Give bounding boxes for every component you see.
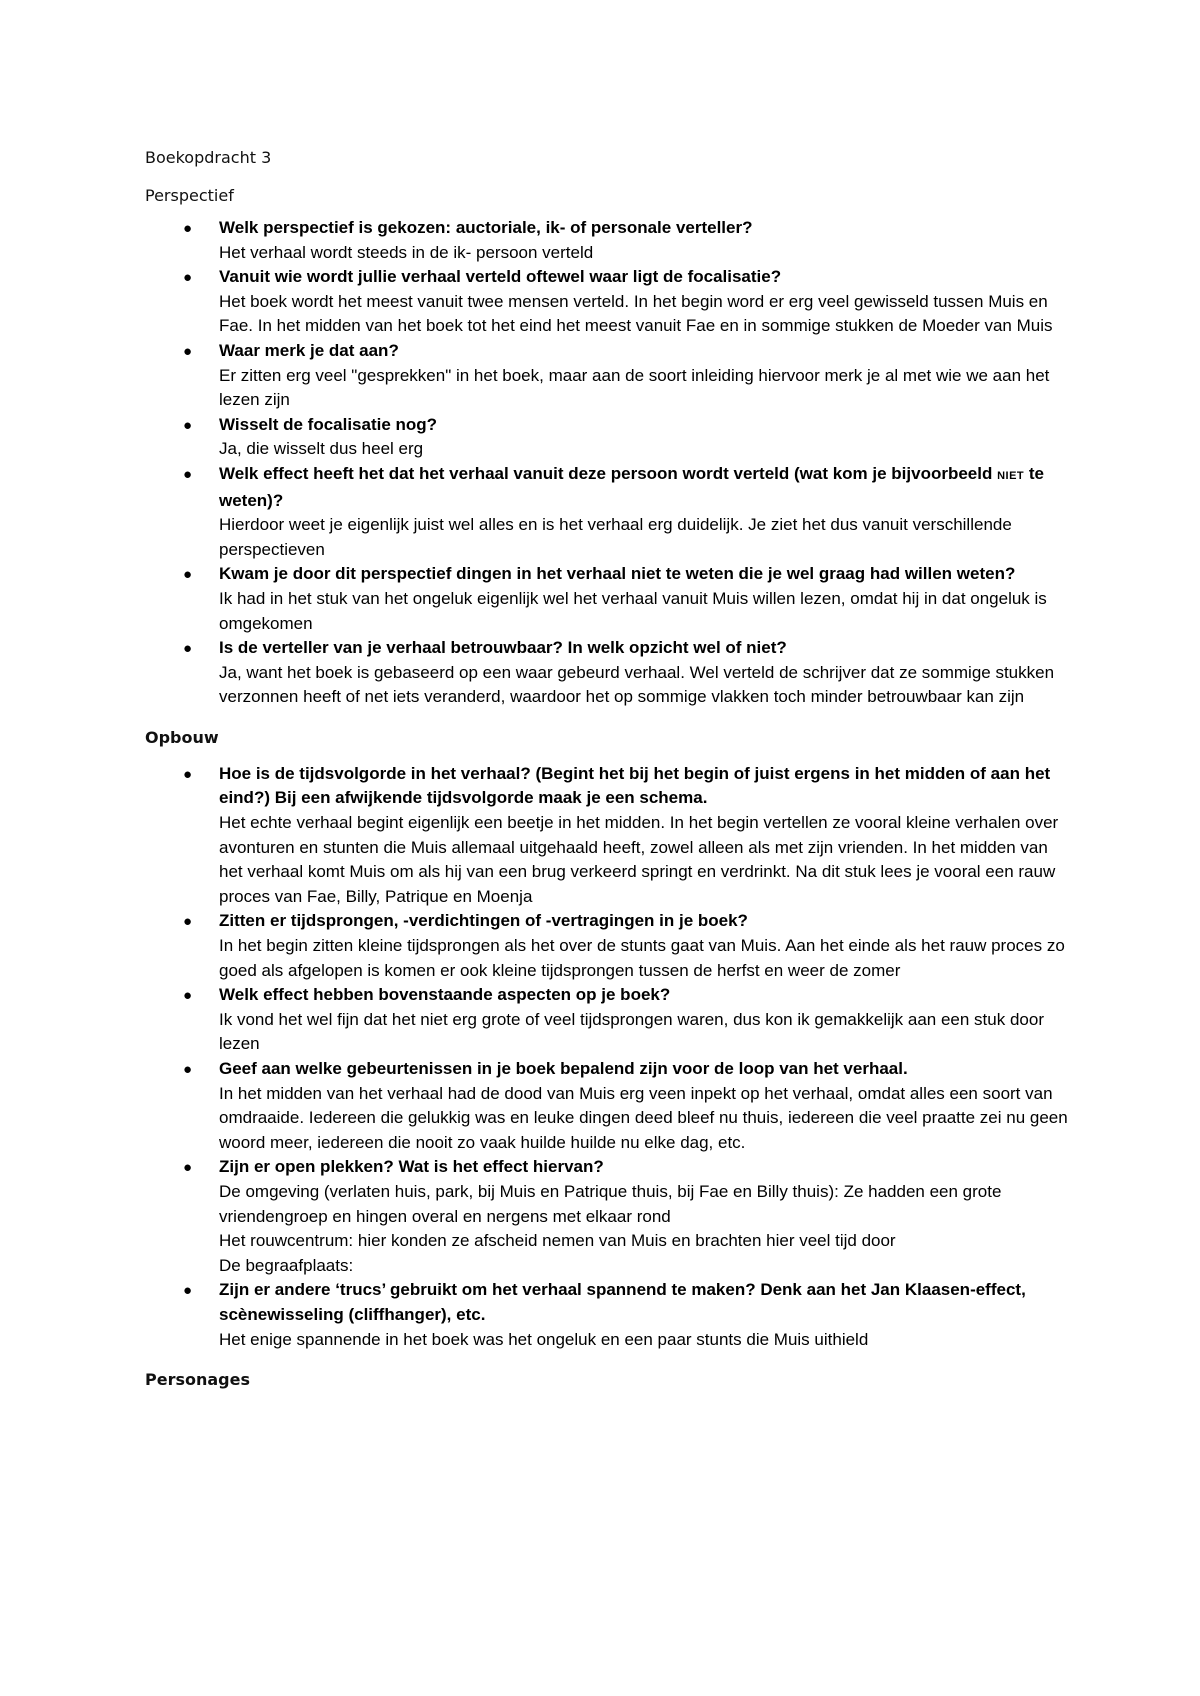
question-text: Welk perspectief is gekozen: auctoriale, ik- of personale verteller? xyxy=(219,218,753,237)
answer-text: In het begin zitten kleine tijdsprongen als het over de stunts gaat van Muis. Aan het einde als het rauw proces zo goed als afgelopen is komen er ook kleine tijdsprongen tussen de herfst en weer de zomer xyxy=(219,936,1065,980)
document-page xyxy=(145,146,1075,1404)
question-text xyxy=(219,462,1075,513)
answer-text: Het boek wordt het meest vanuit twee mensen verteld. In het begin word er erg veel gewisseld tussen Muis en Fae. In het midden van het boek tot het eind het meest vanuit Fae en in sommige stukken de Moeder van Muis xyxy=(219,291,1053,336)
list-item xyxy=(145,265,1075,339)
bullet-icon: ● xyxy=(183,220,193,237)
list-item xyxy=(145,1057,1075,1155)
bullet-icon: ● xyxy=(183,913,193,931)
list-item xyxy=(145,216,1075,265)
question-text: Hoe is de tijdsvolgorde in het verhaal? (Begint het bij het begin of juist ergens in het midden of aan het eind?) Bij een afwijkende tijdsvolgorde maak je een schema. xyxy=(219,763,1051,808)
bullet-icon: ● xyxy=(183,1159,193,1177)
bullet-icon: ● xyxy=(183,640,193,658)
question-text-post: te weten)? xyxy=(219,463,1045,510)
bullet-icon: ● xyxy=(183,1282,193,1300)
section-heading-opbouw: Opbouw xyxy=(145,727,219,747)
answer-text: Hierdoor weet je eigenlijk juist wel alles en is het verhaal erg duidelijk. Je ziet het dus vanuit verschillende perspectieven xyxy=(219,515,1012,559)
question-list-perspectief xyxy=(145,216,1075,710)
question-text: Wisselt de focalisatie nog? xyxy=(219,414,438,434)
question-text: Geef aan welke gebeurtenissen in je boek bepalend zijn voor de loop van het verhaal. xyxy=(219,1059,908,1078)
bullet-icon: ● xyxy=(183,987,193,1005)
question-text: Is de verteller van je verhaal betrouwbaar? In welk opzicht wel of niet? xyxy=(219,638,787,658)
section-heading-personages: Personages xyxy=(145,1370,250,1390)
answer-text: Het enige spannende in het boek was het ongeluk en een paar stunts die Muis uithield xyxy=(219,1329,869,1349)
document-title: Boekopdracht 3 xyxy=(145,148,272,167)
list-item xyxy=(145,1155,1075,1278)
list-item xyxy=(145,983,1075,1057)
answer-text: De omgeving (verlaten huis, park, bij Muis en Patrique thuis, bij Fae en Billy thuis): Ze hadden een grote vriendengroep en hingen overal en nergens met elkaar rond xyxy=(219,1181,1002,1226)
bullet-icon: ● xyxy=(183,765,193,783)
answer-text: Er zitten erg veel "gesprekken" in het boek, maar aan de soort inleiding hiervoor merk je al met wie we aan het lezen zijn xyxy=(219,365,1050,410)
bullet-icon: ● xyxy=(183,342,193,360)
answer-text: Het verhaal wordt steeds in de ik- persoon verteld xyxy=(219,242,594,262)
bullet-icon: ● xyxy=(183,1061,193,1078)
answer-text: Het rouwcentrum: hier konden ze afscheid nemen van Muis en brachten hier veel tijd door xyxy=(219,1231,896,1251)
bullet-icon: ● xyxy=(183,416,193,434)
answer-text: In het midden van het verhaal had de dood van Muis erg veen inpekt op het verhaal, omdat alles een soort van omdraaide. Iedereen die gelukkig was en leuke dingen deed bleef nu thuis, iedereen die veel praatte zei nu geen woord meer, iedereen die nooit zo vaak huilde huilde nu elke dag, etc. xyxy=(219,1083,1068,1152)
list-item xyxy=(145,339,1075,413)
list-item xyxy=(145,413,1075,462)
list-item xyxy=(145,909,1075,983)
list-item xyxy=(145,462,1075,562)
question-text: Zitten er tijdsprongen, -verdichtingen of -vertragingen in je boek? xyxy=(219,911,748,931)
list-item xyxy=(145,762,1075,910)
answer-text: Ik had in het stuk van het ongeluk eigenlijk wel het verhaal vanuit Muis willen lezen, omdat hij in dat ongeluk is omgekomen xyxy=(219,588,1047,633)
bullet-icon: ● xyxy=(183,465,193,483)
answer-text: Ik vond het wel fijn dat het niet erg grote of veel tijdsprongen waren, dus kon ik gemakkelijk aan een stuk door lezen xyxy=(219,1009,1044,1054)
answer-text: Ja, die wisselt dus heel erg xyxy=(219,439,424,459)
bullet-icon: ● xyxy=(183,566,193,584)
question-text: Vanuit wie wordt jullie verhaal verteld oftewel waar ligt de focalisatie? xyxy=(219,267,782,287)
answer-text: Ja, want het boek is gebaseerd op een waar gebeurd verhaal. Wel verteld de schrijver dat ze sommige stukken verzonnen heeft of net iets veranderd, waardoor het op sommige vlakken toch minder betrouwbaar kan zijn xyxy=(219,662,1055,707)
question-text-caps: NIET xyxy=(997,469,1025,482)
question-text: Kwam je door dit perspectief dingen in het verhaal niet te weten die je wel graag had willen weten? xyxy=(219,564,1016,584)
list-item xyxy=(145,1278,1075,1352)
question-text: Waar merk je dat aan? xyxy=(219,340,399,360)
question-text-pre: Welk effect heeft het dat het verhaal vanuit deze persoon wordt verteld (wat kom je bijvoorbeeld xyxy=(219,463,993,483)
answer-text: De begraafplaats: xyxy=(219,1255,354,1275)
list-item xyxy=(145,562,1075,636)
question-list-opbouw xyxy=(145,762,1075,1352)
question-text: Welk effect hebben bovenstaande aspecten op je boek? xyxy=(219,985,671,1005)
question-text: Zijn er andere ‘trucs’ gebruikt om het verhaal spannend te maken? Denk aan het Jan Klaasen-effect, scènewisseling (cliffhanger), etc. xyxy=(219,1280,1026,1324)
question-text: Zijn er open plekken? Wat is het effect hiervan? xyxy=(219,1157,604,1177)
section-heading-perspectief: Perspectief xyxy=(145,186,234,205)
bullet-icon: ● xyxy=(183,269,193,287)
answer-text: Het echte verhaal begint eigenlijk een beetje in het midden. In het begin vertellen ze vooral kleine verhalen over avonturen en stunten die Muis allemaal uitgehaald heeft, zowel alleen als met zijn vrienden. In het midden van het verhaal komt Muis om als hij van een brug verkeerd springt en verdrinkt. Na dit stuk lees je vooral een rauw proces van Fae, Billy, Patrique en Moenja xyxy=(219,813,1059,906)
list-item xyxy=(145,636,1075,710)
